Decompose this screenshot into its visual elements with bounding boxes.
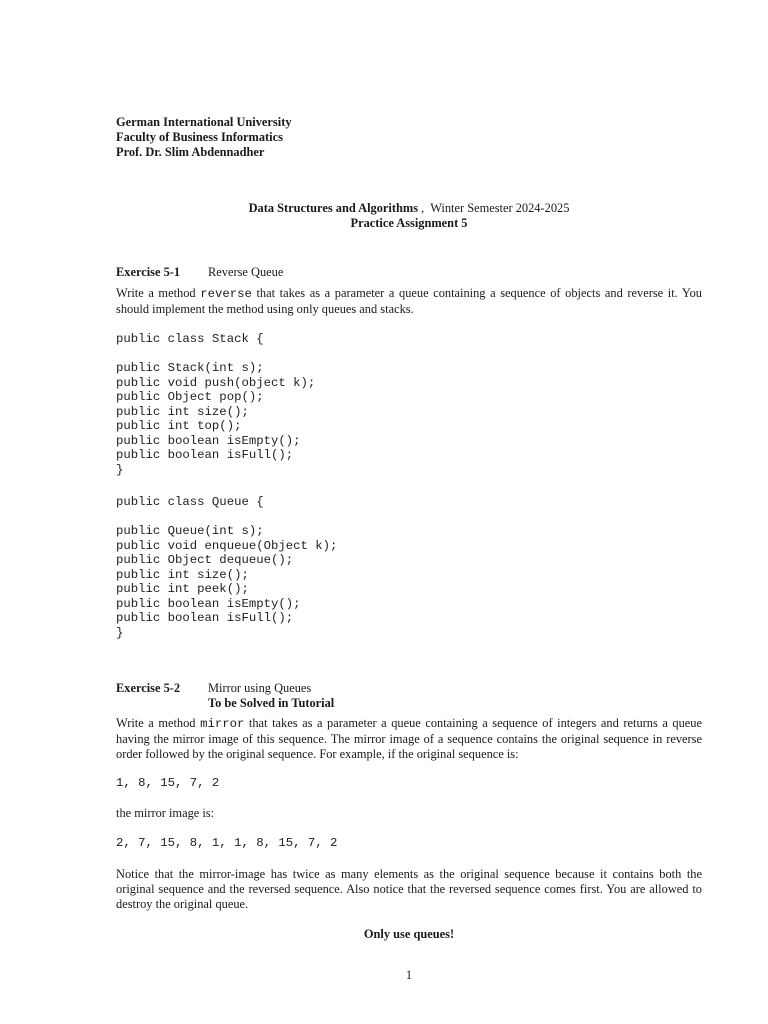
stack-code-line: public Object pop(); xyxy=(116,390,264,404)
queue-code-line: public int peek(); xyxy=(116,582,249,596)
university-name: German International University xyxy=(116,115,292,129)
tutorial-note: To be Solved in Tutorial xyxy=(208,696,335,710)
exercise-2-name: Mirror using Queues xyxy=(208,681,312,695)
stack-code-line: public boolean isEmpty(); xyxy=(116,433,301,448)
course-title-line xyxy=(0,201,768,216)
queue-code-line: public Object dequeue(); xyxy=(116,553,294,567)
stack-code-line xyxy=(116,347,315,362)
exercise-1-text-before: Write a method xyxy=(116,286,201,300)
queue-code-line: public class Queue { xyxy=(116,495,264,509)
assignment-title: Practice Assignment 5 xyxy=(350,216,468,230)
page-number: 1 xyxy=(405,968,413,982)
queue-code-line xyxy=(116,510,337,525)
exercise-2-description xyxy=(116,716,702,763)
mirror-intro: the mirror image is: xyxy=(116,806,215,820)
title-separator: , xyxy=(418,201,431,215)
stack-code-line: public int size(); xyxy=(116,404,249,419)
stack-code-line: } xyxy=(116,462,124,477)
queue-code-line: public void enqueue(Object k); xyxy=(116,538,338,553)
professor-name: Prof. Dr. Slim Abdennadher xyxy=(116,145,265,159)
mirror-sequence: 2, 7, 15, 8, 1, 1, 8, 15, 7, 2 xyxy=(116,836,338,850)
queue-code-line: } xyxy=(116,625,124,640)
stack-code-line: public boolean isFull(); xyxy=(116,448,294,462)
queue-code-line: public Queue(int s); xyxy=(116,524,264,538)
method-reverse: reverse xyxy=(200,287,252,301)
stack-code-line: public class Stack { xyxy=(116,332,264,346)
queue-code-line: public boolean isEmpty(); xyxy=(116,596,301,611)
exercise-1-number: Exercise 5-1 xyxy=(116,265,181,279)
stack-class-code xyxy=(116,332,315,477)
exercise-2-number: Exercise 5-2 xyxy=(116,681,181,695)
exercise-2-notice: Notice that the mirror-image has twice as many elements as the original sequence because it contains both the original sequence and the reversed sequence. Also notice that the reversed sequence comes first. You are allowed to destroy the original queue. xyxy=(116,867,702,912)
constraint-note: Only use queues! xyxy=(363,927,455,941)
exercise-1-description xyxy=(116,286,702,317)
queue-code-line: public int size(); xyxy=(116,567,249,582)
semester: Winter Semester 2024-2025 xyxy=(430,201,570,215)
stack-code-line: public Stack(int s); xyxy=(116,361,264,375)
exercise-1-text-after: that takes as a parameter a queue containing a sequence of objects and reverse it. You should implement the method using only queues and stacks. xyxy=(116,286,702,317)
queue-code-line: public boolean isFull(); xyxy=(116,611,294,625)
method-mirror: mirror xyxy=(200,717,245,731)
stack-code-line: public int top(); xyxy=(116,419,242,433)
original-sequence: 1, 8, 15, 7, 2 xyxy=(116,776,220,790)
exercise-2-heading xyxy=(116,681,311,696)
exercise-1-name: Reverse Queue xyxy=(208,265,284,279)
stack-code-line: public void push(object k); xyxy=(116,375,316,390)
queue-class-code xyxy=(116,495,337,640)
exercise-1-heading xyxy=(116,265,283,280)
exercise-2-text-after: that takes as a parameter a queue containing a sequence of integers and returns a queue having the mirror image of this sequence. The mirror image of a sequence contains the original sequence in reverse order followed by the original sequence. For example, if the original sequence is: xyxy=(116,716,703,762)
exercise-2-text-before: Write a method xyxy=(116,716,201,730)
faculty-name: Faculty of Business Informatics xyxy=(116,130,283,144)
course-title: Data Structures and Algorithms xyxy=(248,201,419,215)
